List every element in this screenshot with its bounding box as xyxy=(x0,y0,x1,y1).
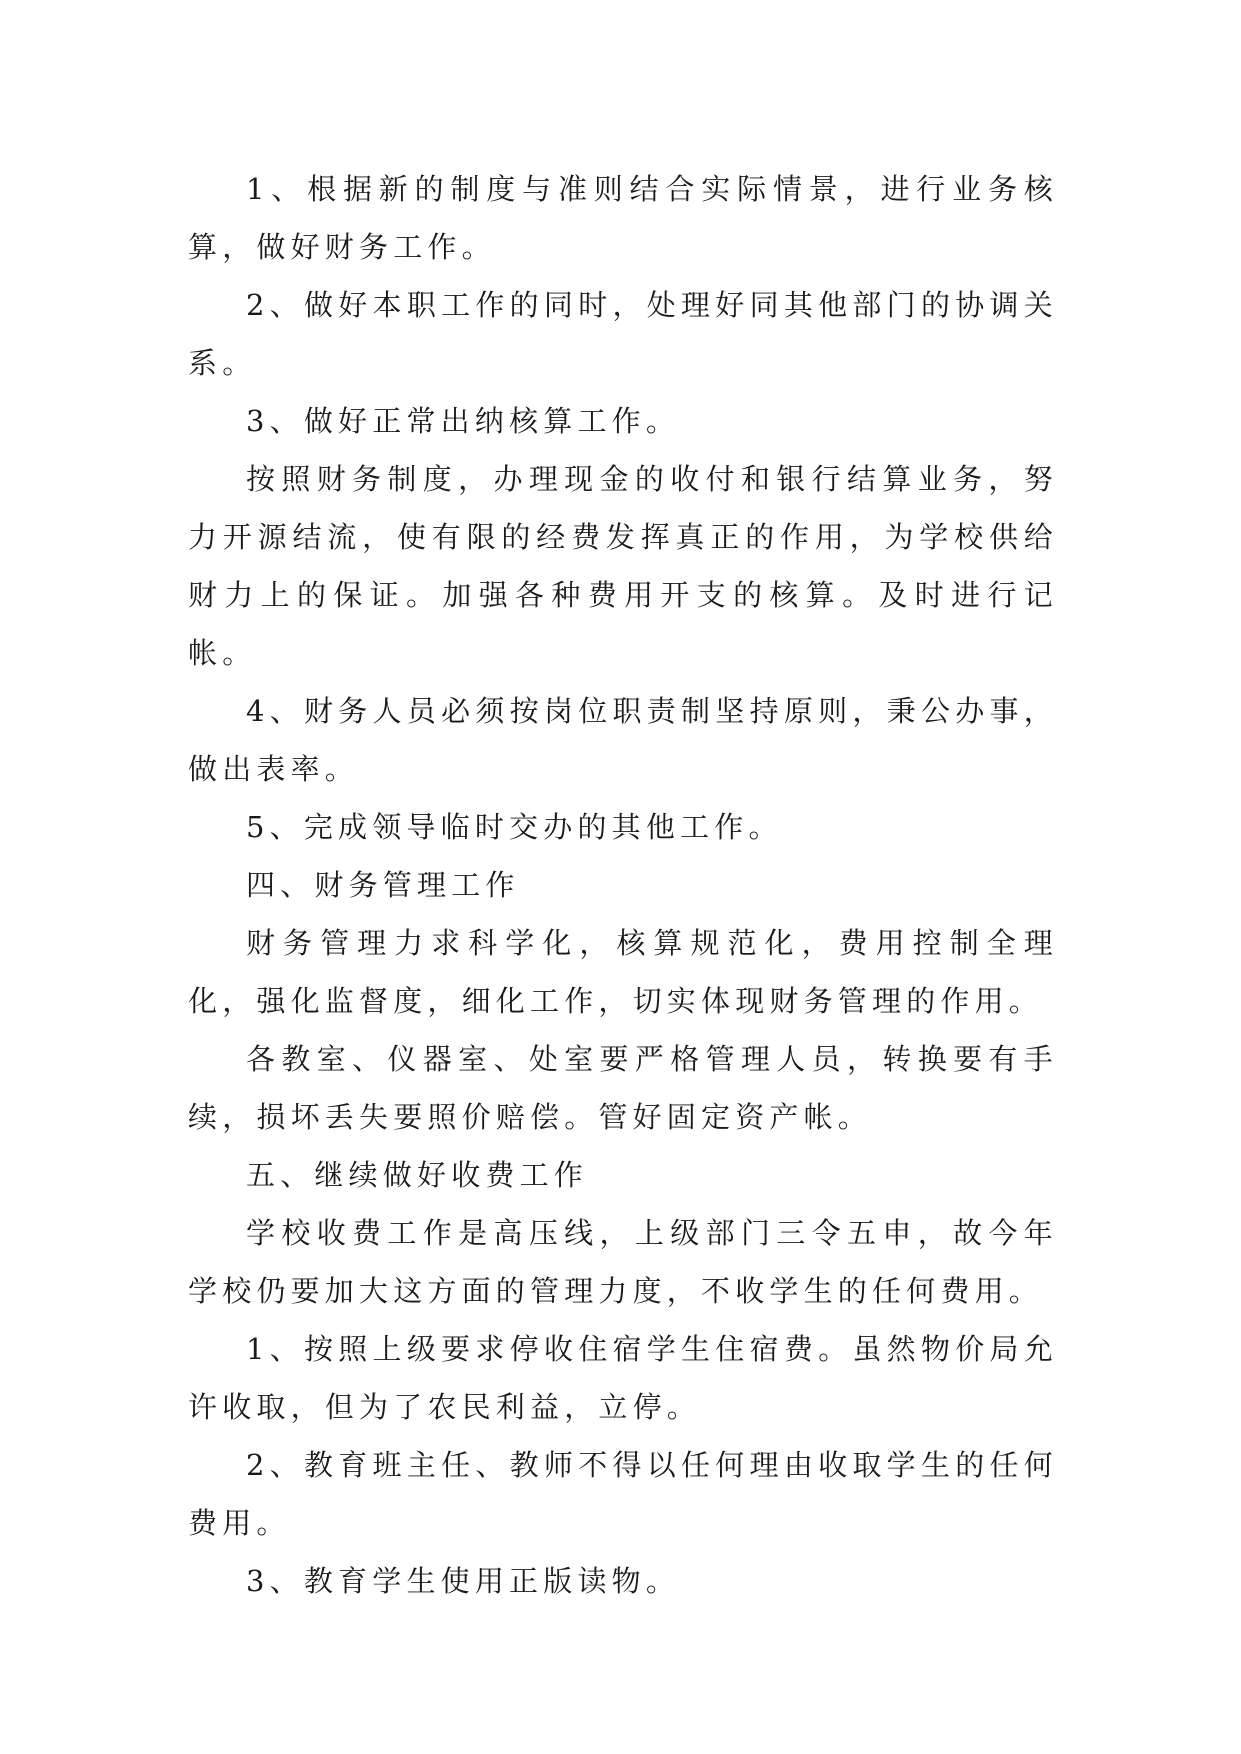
paragraph-4: 按照财务制度，办理现金的收付和银行结算业务，努力开源结流，使有限的经费发挥真正的作用，为学校供给财力上的保证。加强各种费用开支的核算。及时进行记帐。 xyxy=(188,462,1058,670)
section-heading-5: 五、继续做好收费工作 xyxy=(246,1158,589,1192)
paragraph-3: 3、做好正常出纳核算工作。 xyxy=(246,404,681,438)
paragraph-14: 3、教育学生使用正版读物。 xyxy=(246,1564,681,1598)
paragraph-6: 5、完成领导临时交办的其他工作。 xyxy=(246,810,783,844)
paragraph-5: 4、财务人员必须按岗位职责制坚持原则，秉公办事，做出表率。 xyxy=(188,694,1058,786)
section-heading-4: 四、财务管理工作 xyxy=(246,868,520,902)
paragraph-8: 财务管理力求科学化，核算规范化，费用控制全理化，强化监督度，细化工作，切实体现财务管理的作用。 xyxy=(188,926,1058,1018)
paragraph-12: 1、按照上级要求停收住宿学生住宿费。虽然物价局允许收取，但为了农民利益，立停。 xyxy=(188,1332,1058,1424)
paragraph-11: 学校收费工作是高压线，上级部门三令五申，故今年学校仍要加大这方面的管理力度，不收学生的任何费用。 xyxy=(188,1216,1058,1308)
paragraph-13: 2、教育班主任、教师不得以任何理由收取学生的任何费用。 xyxy=(188,1448,1058,1540)
paragraph-9: 各教室、仪器室、处室要严格管理人员，转换要有手续，损坏丢失要照价赔偿。管好固定资产帐。 xyxy=(188,1042,1058,1134)
paragraph-1: 1、根据新的制度与准则结合实际情景，进行业务核算，做好财务工作。 xyxy=(188,172,1058,264)
document-body xyxy=(188,160,1058,1610)
paragraph-2: 2、做好本职工作的同时，处理好同其他部门的协调关系。 xyxy=(188,288,1058,380)
